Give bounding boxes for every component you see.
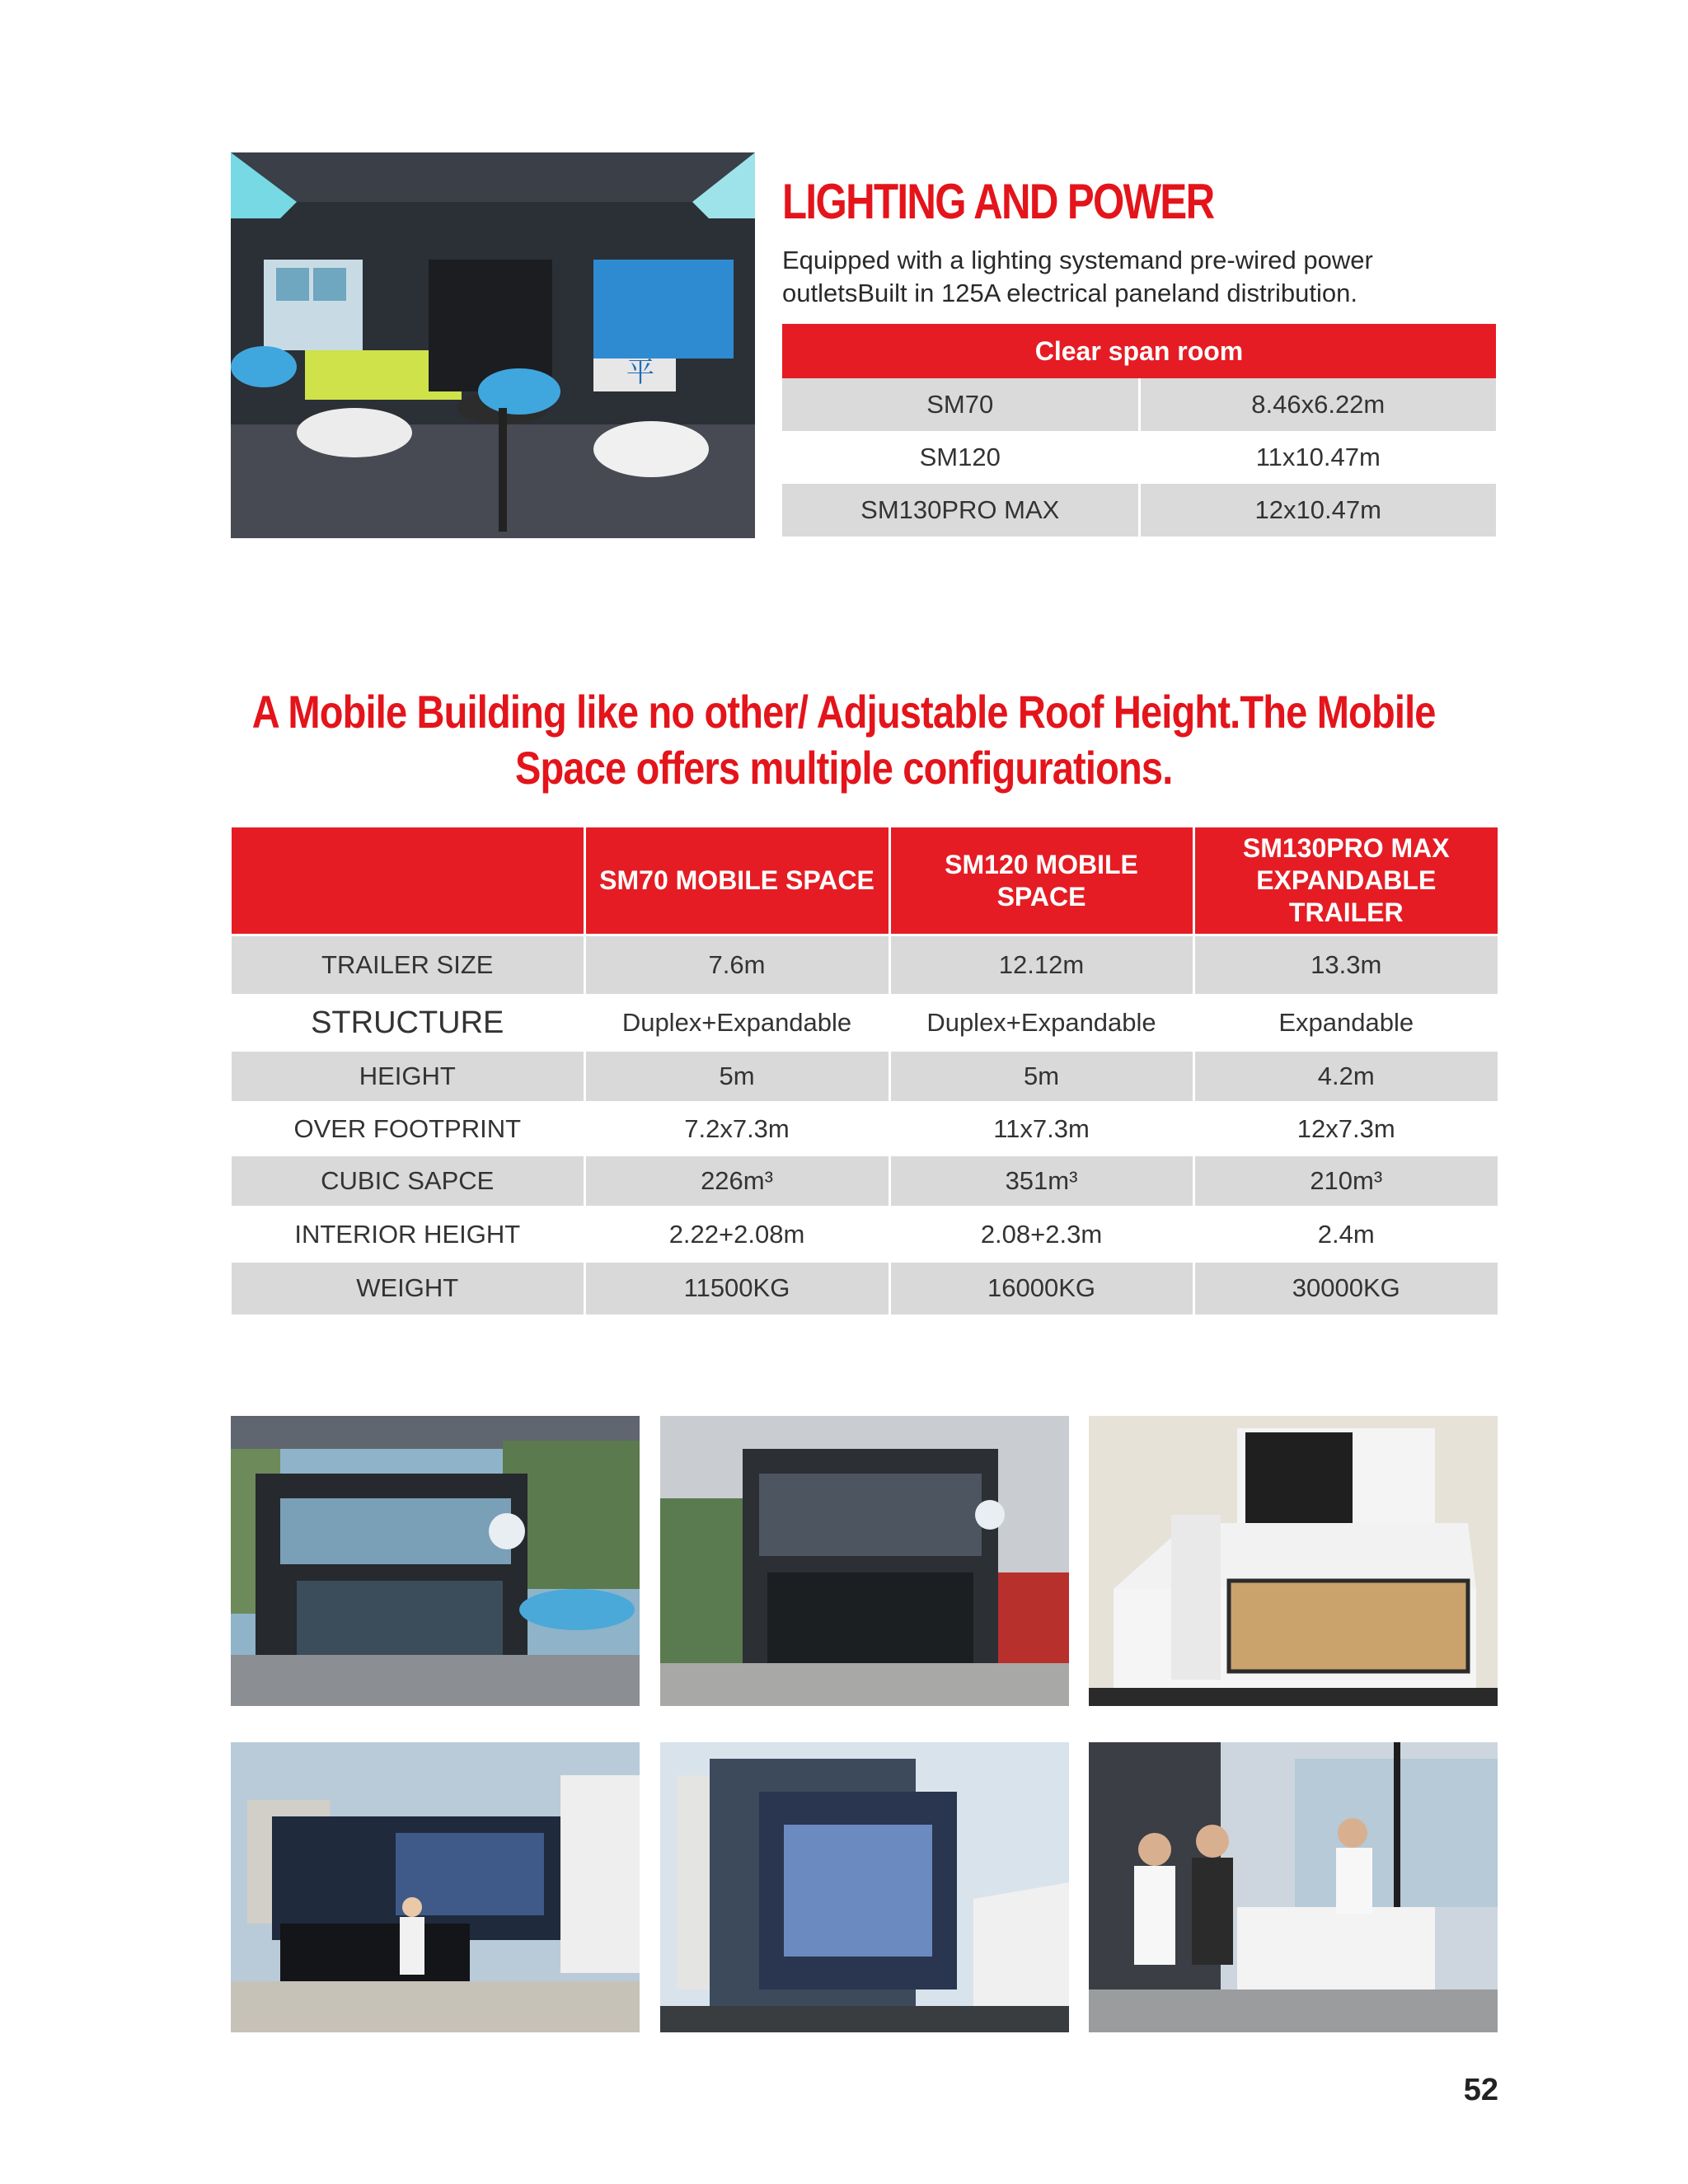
table-row	[232, 1262, 1498, 1315]
interior-photo	[231, 152, 755, 538]
spec-row-label: STRUCTURE	[232, 996, 584, 1051]
span-table-header: Clear span room	[782, 324, 1496, 378]
table-row	[232, 1207, 1498, 1262]
table-row	[782, 378, 1496, 431]
gallery-photo-sm120-exterior	[660, 1416, 1069, 1706]
table-row	[232, 935, 1498, 996]
table-row	[782, 484, 1496, 537]
span-model: SM120	[782, 431, 1139, 484]
page-number: 52	[1463, 2073, 1498, 2107]
gallery-photo-sm130-render	[1089, 1416, 1498, 1706]
spec-cell: 11500KG	[584, 1262, 889, 1315]
span-size: 11x10.47m	[1139, 431, 1496, 484]
span-size: 8.46x6.22m	[1139, 378, 1496, 431]
table-row	[232, 1051, 1498, 1103]
description-line-2: outletsBuilt in 125A electrical paneland distribution.	[782, 279, 1357, 307]
spec-cell: 30000KG	[1193, 1262, 1498, 1315]
spec-col-header: SM130PRO MAX EXPANDABLE TRAILER	[1193, 827, 1498, 935]
spec-cell: Duplex+Expandable	[584, 996, 889, 1051]
description-line-1: Equipped with a lighting systemand pre-wired power	[782, 246, 1373, 274]
gallery-photo-trailer-facade	[660, 1742, 1069, 2032]
spec-col-header: SM120 MOBILE SPACE	[889, 827, 1193, 935]
table-row	[782, 431, 1496, 484]
spec-row-label: TRAILER SIZE	[232, 935, 584, 996]
spec-row-label: HEIGHT	[232, 1051, 584, 1103]
spec-table-header	[232, 827, 1498, 935]
spec-cell: 2.4m	[1193, 1207, 1498, 1262]
spec-cell: 351m³	[889, 1155, 1193, 1207]
headline-line-2: Space offers multiple configurations.	[515, 742, 1173, 794]
interior-sign-text: 平	[626, 356, 654, 389]
span-model: SM70	[782, 378, 1139, 431]
spec-cell: 11x7.3m	[889, 1103, 1193, 1155]
spec-col-header: SM70 MOBILE SPACE	[584, 827, 889, 935]
spec-cell: 7.2x7.3m	[584, 1103, 889, 1155]
spec-cell: 16000KG	[889, 1262, 1193, 1315]
spec-cell: 210m³	[1193, 1155, 1498, 1207]
section-title: LIGHTING AND POWER	[782, 174, 1214, 229]
spec-cell: Duplex+Expandable	[889, 996, 1193, 1051]
spec-cell: 226m³	[584, 1155, 889, 1207]
spec-cell: 12.12m	[889, 935, 1193, 996]
gallery-photo-exhibition	[231, 1742, 640, 2032]
spec-cell: 13.3m	[1193, 935, 1498, 996]
spec-row-label: WEIGHT	[232, 1262, 584, 1315]
clear-span-table	[782, 324, 1496, 537]
spec-row-label: INTERIOR HEIGHT	[232, 1207, 584, 1262]
spec-table	[232, 827, 1498, 1315]
gallery-photo-sm70-exterior	[231, 1416, 640, 1706]
spec-cell: 7.6m	[584, 935, 889, 996]
spec-cell: 2.22+2.08m	[584, 1207, 889, 1262]
spec-cell: 12x7.3m	[1193, 1103, 1498, 1155]
spec-cell: 4.2m	[1193, 1051, 1498, 1103]
spec-row-label: CUBIC SAPCE	[232, 1155, 584, 1207]
spec-cell: 2.08+2.3m	[889, 1207, 1193, 1262]
table-row	[232, 1155, 1498, 1207]
span-size: 12x10.47m	[1139, 484, 1496, 537]
section-description	[782, 244, 1491, 310]
span-model: SM130PRO MAX	[782, 484, 1139, 537]
headline	[0, 684, 1688, 796]
spec-cell: Expandable	[1193, 996, 1498, 1051]
spec-cell: 5m	[889, 1051, 1193, 1103]
gallery-photo-interior-model	[1089, 1742, 1498, 2032]
table-row	[232, 1103, 1498, 1155]
table-row	[232, 996, 1498, 1051]
headline-line-1: A Mobile Building like no other/ Adjustable Roof Height.The Mobile	[252, 686, 1436, 738]
spec-row-label: OVER FOOTPRINT	[232, 1103, 584, 1155]
spec-col-header	[232, 827, 584, 935]
spec-cell: 5m	[584, 1051, 889, 1103]
